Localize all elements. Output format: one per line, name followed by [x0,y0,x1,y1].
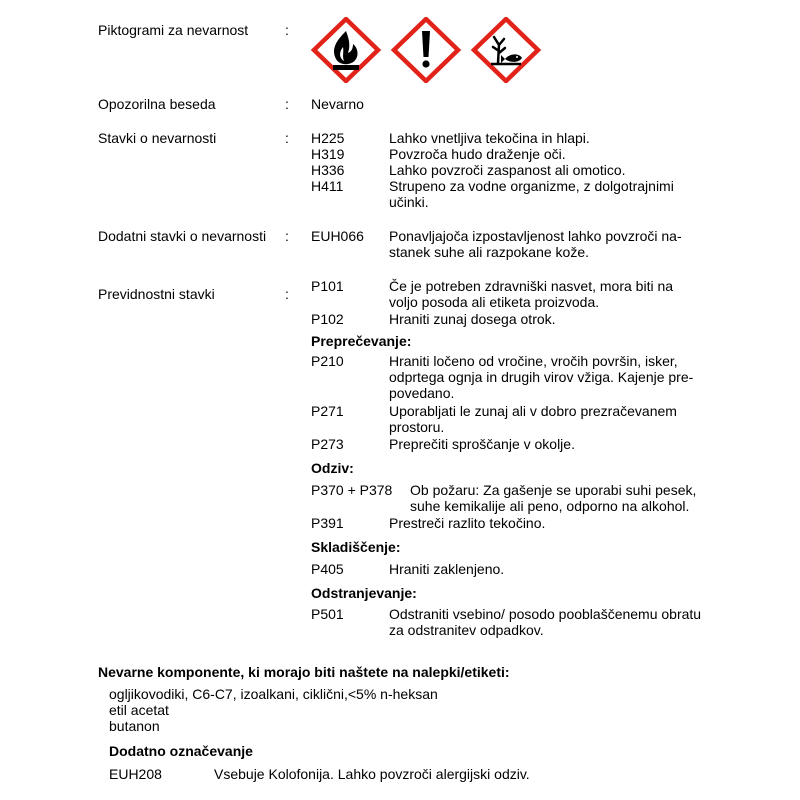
supplemental-hazard-sep: : [285,228,289,244]
component-item: ogljikovodiki, C6-C7, izoalkani, ciklični,<5% n-heksan [109,686,438,702]
signal-word-value: Nevarno [311,96,364,112]
prevention-heading: Preprečevanje: [311,333,412,349]
prevention-text: Hraniti ločeno od vročine, vročih površin, isker, odprtega ognja in drugih virov vžiga. Kajenje pre-povedano. [389,353,694,401]
components-heading: Nevarne komponente, ki morajo biti naštete na nalepki/etiketi: [98,664,510,680]
hazard-code: H319 [311,146,345,162]
precautionary-text: Če je potreben zdravniški nasvet, mora biti na voljo posoda ali etiketa proizvoda. [389,278,674,310]
precautionary-code: P101 [311,278,344,294]
response-code: P370 + P378 [311,482,393,498]
additional-code: EUH208 [109,766,162,782]
hazard-text: Strupeno za vodne organizme, z dolgotrajnimi učinki. [389,178,674,210]
component-item: butanon [109,718,160,734]
hazard-code: H411 [311,178,344,194]
response-code: P391 [311,515,344,531]
hazard-statements-sep: : [285,130,289,146]
prevention-code: P271 [311,403,344,419]
additional-heading: Dodatno označevanje [109,743,253,759]
hazard-text: Povzroča hudo draženje oči. [389,146,566,162]
disposal-code: P501 [311,606,344,622]
storage-text: Hraniti zaklenjeno. [389,561,505,577]
environment-pictogram-icon [458,17,554,83]
disposal-heading: Odstranjevanje: [311,585,417,601]
pictograms-label: Piktogrami za nevarnost [98,22,249,38]
storage-code: P405 [311,561,344,577]
prevention-code: P273 [311,436,344,452]
hazard-code: H225 [311,130,345,146]
response-text: Ob požaru: Za gašenje se uporabi suhi pesek, suhe kemikalije ali peno, odporno na alkohol. [410,482,697,514]
pictograms-sep: : [285,22,289,38]
supplemental-hazard-label: Dodatni stavki o nevarnosti [98,228,267,244]
signal-word-sep: : [285,96,289,112]
prevention-text: Uporabljati le zunaj ali v dobro prezračevanem prostoru. [389,403,677,435]
response-text: Prestreči razlito tekočino. [389,515,546,531]
supplemental-code: EUH066 [311,228,364,244]
additional-text: Vsebuje Kolofonija. Lahko povzroči alergijski odziv. [214,766,530,782]
component-item: etil acetat [109,702,169,718]
hazard-text: Lahko vnetljiva tekočina in hlapi. [389,130,590,146]
prevention-code: P210 [311,353,344,369]
signal-word-label: Opozorilna beseda [98,96,216,112]
disposal-text: Odstraniti vsebino/ posodo pooblaščenemu obratu za odstranitev odpadkov. [389,606,702,638]
precautionary-label: Previdnostni stavki [98,286,215,302]
hazard-code: H336 [311,162,345,178]
precautionary-text: Hraniti zunaj dosega otrok. [389,311,556,327]
hazard-statements-label: Stavki o nevarnosti [98,130,217,146]
prevention-text: Preprečiti sproščanje v okolje. [389,436,575,452]
response-heading: Odziv: [311,460,354,476]
precautionary-code: P102 [311,311,344,327]
precautionary-sep: : [285,286,289,302]
supplemental-text: Ponavljajoča izpostavljenost lahko povzroči na-stanek suhe ali razpokane kože. [389,228,682,260]
storage-heading: Skladiščenje: [311,539,401,555]
hazard-text: Lahko povzroči zaspanost ali omotico. [389,162,626,178]
